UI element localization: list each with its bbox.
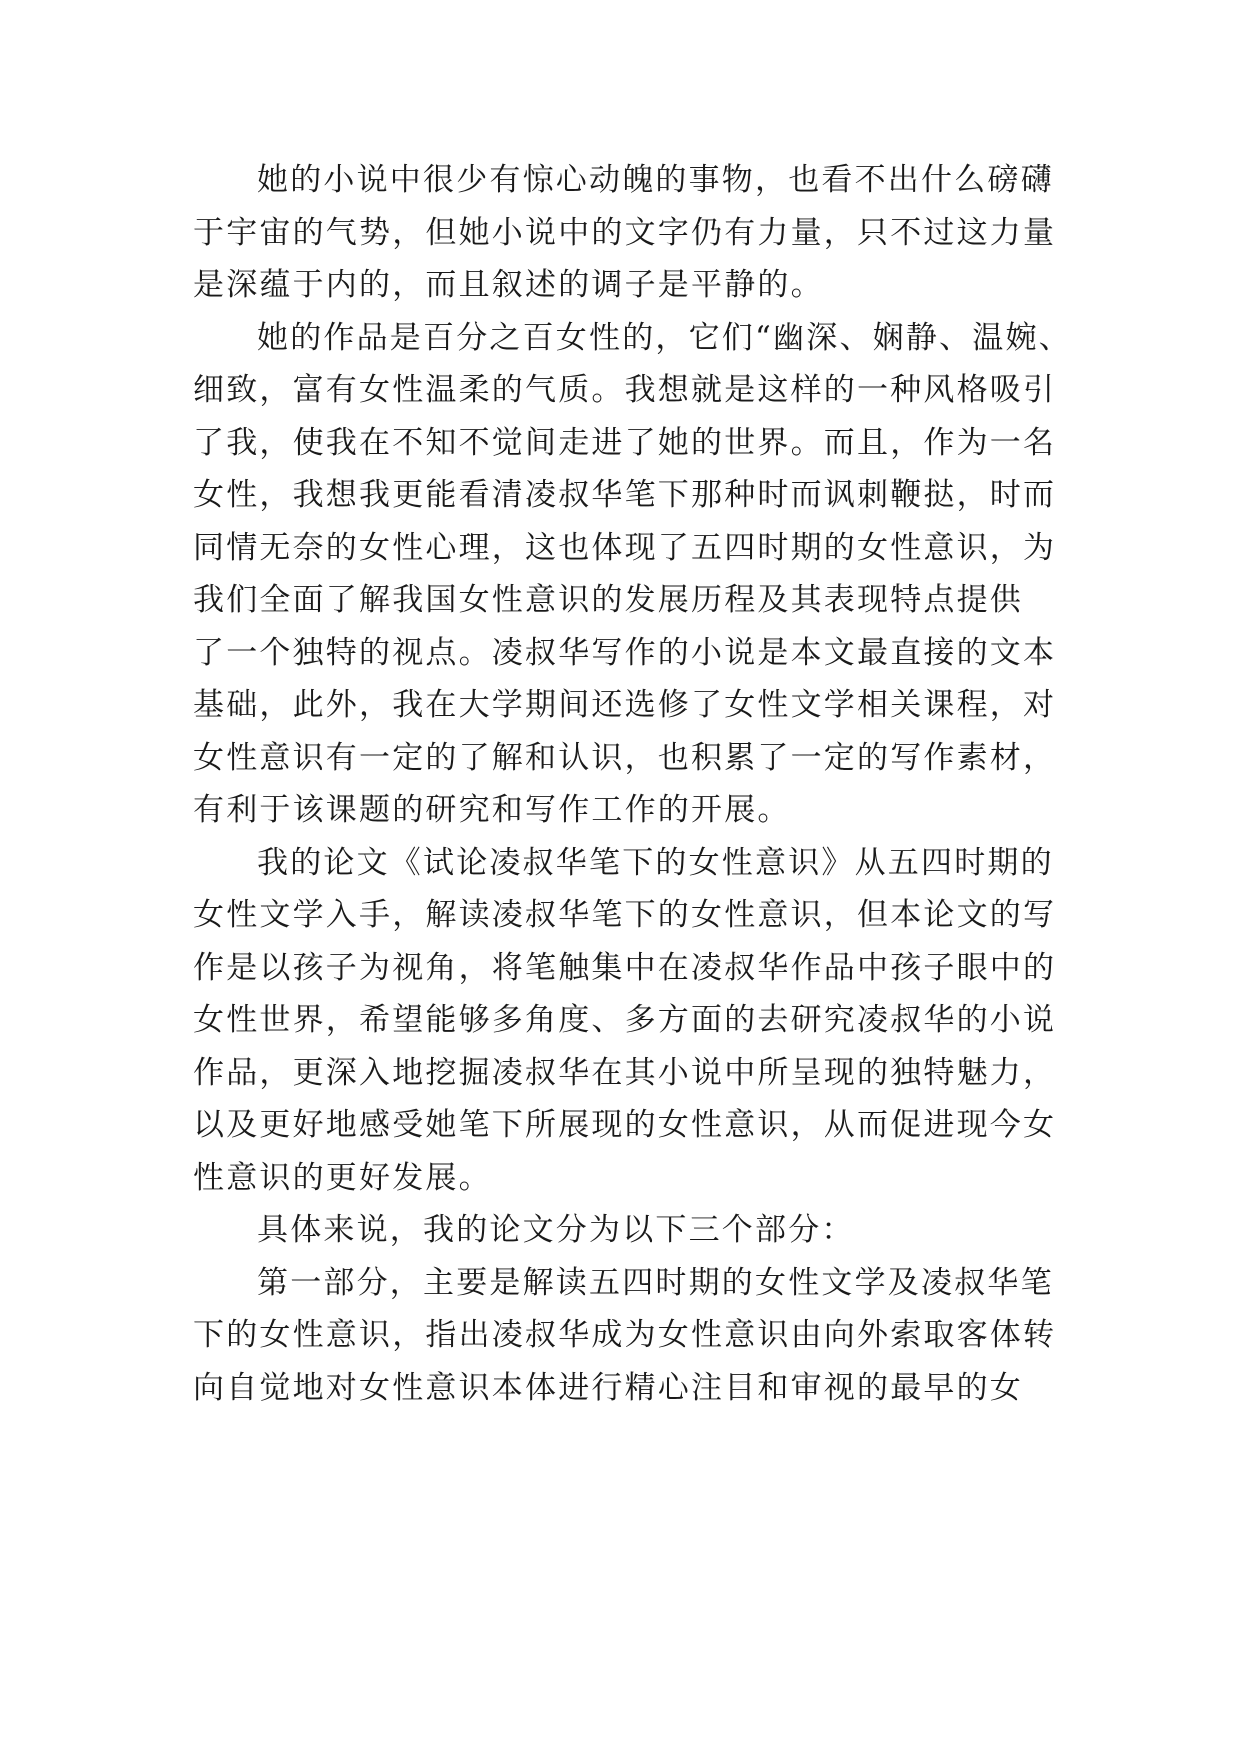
text-line: 有利于该课题的研究和写作工作的开展。: [193, 792, 791, 828]
text-line: 同情无奈的女性心理，这也体现了五四时期的女性意识，为: [193, 529, 1057, 566]
text-line: 了一个独特的视点。凌叔华写作的小说是本文最直接的文本: [193, 634, 1057, 671]
text-line: 我们全面了解我国女性意识的发展历程及其表现特点提供: [193, 582, 1023, 618]
text-line: 作是以孩子为视角，将笔触集中在凌叔华作品中孩子眼中的: [193, 949, 1057, 986]
text-line: 向自觉地对女性意识本体进行精心注目和审视的最早的女: [193, 1369, 1023, 1406]
text-line: 作品，更深入地挖掘凌叔华在其小说中所呈现的独特魅力，: [193, 1054, 1057, 1091]
text-line: 具体来说，我的论文分为以下三个部分：: [257, 1212, 855, 1248]
document-page: [193, 154, 1072, 1414]
text-line: 是深蕴于内的，而且叙述的调子是平静的。: [193, 267, 824, 303]
text-line: 女性文学入手，解读凌叔华笔下的女性意识，但本论文的写: [193, 897, 1057, 933]
text-line: 下的女性意识，指出凌叔华成为女性意识由向外索取客体转: [193, 1317, 1057, 1353]
text-line: 第一部分，主要是解读五四时期的女性文学及凌叔华笔: [257, 1264, 1054, 1301]
text-line: 性意识的更好发展。: [193, 1159, 492, 1196]
text-line: 我的论文《试论凌叔华笔下的女性意识》从五四时期的: [257, 844, 1054, 881]
text-line: 于宇宙的气势，但她小说中的文字仍有力量，只不过这力量: [193, 214, 1057, 251]
text-line: 基础，此外，我在大学期间还选修了女性文学相关课程，对: [193, 687, 1057, 723]
text-line: 她的作品是百分之百女性的，它们“幽深、娴静、温婉、: [257, 319, 1072, 356]
text-line: 女性世界，希望能够多角度、多方面的去研究凌叔华的小说: [193, 1002, 1057, 1038]
text-line: 她的小说中很少有惊心动魄的事物，也看不出什么磅礴: [257, 162, 1054, 198]
text-line: 以及更好地感受她笔下所展现的女性意识，从而促进现今女: [193, 1107, 1057, 1143]
text-line: 了我，使我在不知不觉间走进了她的世界。而且，作为一名: [193, 424, 1057, 461]
text-line: 细致，富有女性温柔的气质。我想就是这样的一种风格吸引: [193, 372, 1057, 408]
text-line: 女性，我想我更能看清凌叔华笔下那种时而讽刺鞭挞，时而: [193, 477, 1057, 513]
text-line: 女性意识有一定的了解和认识，也积累了一定的写作素材，: [193, 739, 1057, 776]
